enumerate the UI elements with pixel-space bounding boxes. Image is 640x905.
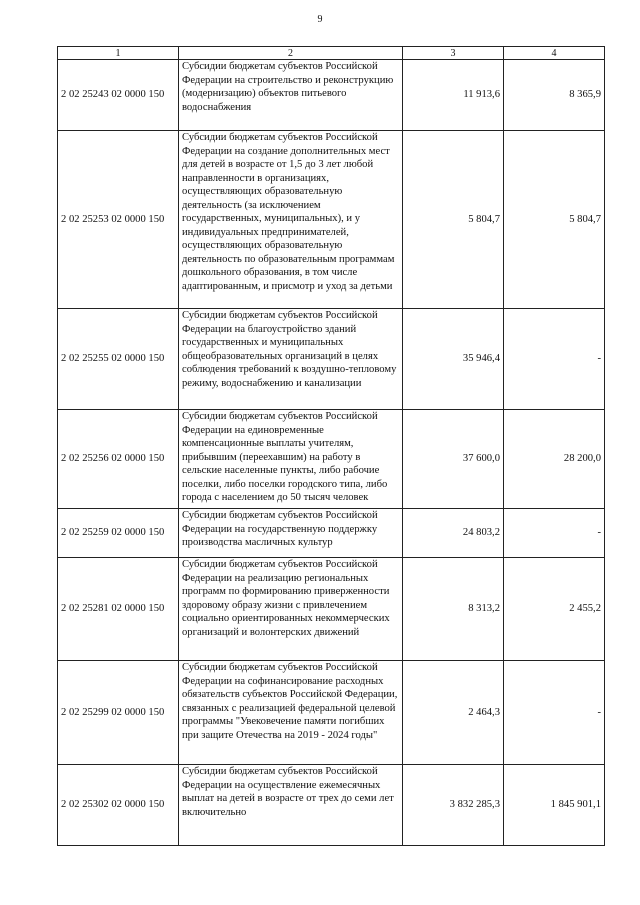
amount-col4-cell: - bbox=[504, 309, 605, 410]
column-header-4: 4 bbox=[504, 47, 605, 60]
description-cell: Субсидии бюджетам субъектов Российской Федерации на софинансирование расходных обязательств субъектов Российской Федерации, связанных с реализацией федеральной целевой программы "Увековечение памяти погибших при защите Отечества на 2019 - 2024 годы" bbox=[179, 661, 403, 765]
column-header-3: 3 bbox=[403, 47, 504, 60]
amount-col3-cell: 8 313,2 bbox=[403, 558, 504, 661]
description-cell: Субсидии бюджетам субъектов Российской Федерации на реализацию региональных программ по формированию приверженности здоровому образу жизни с привлечением социально ориентированных некоммерческих организаций и волонтерских движений bbox=[179, 558, 403, 661]
amount-col3-cell: 2 464,3 bbox=[403, 661, 504, 765]
amount-col3-cell: 11 913,6 bbox=[403, 60, 504, 131]
table-row bbox=[58, 509, 605, 558]
table-row bbox=[58, 765, 605, 846]
table-header-row bbox=[58, 47, 605, 60]
budget-code-cell: 2 02 25255 02 0000 150 bbox=[58, 309, 179, 410]
column-header-2: 2 bbox=[179, 47, 403, 60]
amount-col3-cell: 35 946,4 bbox=[403, 309, 504, 410]
table-row bbox=[58, 558, 605, 661]
table-row bbox=[58, 661, 605, 765]
description-cell: Субсидии бюджетам субъектов Российской Федерации на осуществление ежемесячных выплат на детей в возрасте от трех до семи лет включительно bbox=[179, 765, 403, 846]
description-cell: Субсидии бюджетам субъектов Российской Федерации на благоустройство зданий государственных и муниципальных общеобразовательных организаций в целях соблюдения требований к воздушно-тепловому режиму, водоснабжению и канализации bbox=[179, 309, 403, 410]
table-row bbox=[58, 60, 605, 131]
amount-col4-cell: 2 455,2 bbox=[504, 558, 605, 661]
amount-col4-cell: - bbox=[504, 661, 605, 765]
amount-col3-cell: 24 803,2 bbox=[403, 509, 504, 558]
amount-col3-cell: 5 804,7 bbox=[403, 131, 504, 309]
description-cell: Субсидии бюджетам субъектов Российской Федерации на единовременные компенсационные выплаты учителям, прибывшим (переехавшим) на работу в сельские населенные пункты, либо рабочие поселки, либо поселки городского типа, либо города с населением до 50 тысяч человек bbox=[179, 410, 403, 509]
description-cell: Субсидии бюджетам субъектов Российской Федерации на создание дополнительных мест для детей в возрасте от 1,5 до 3 лет любой направленности в организациях, осуществляющих образовательную деятельность (за исключением государственных, муниципальных), и у индивидуальных предпринимателей, осуществляющих образовательную деятельность по образовательным программам дошкольного образования, в том числе адаптированным, и присмотр и уход за детьми bbox=[179, 131, 403, 309]
budget-table bbox=[57, 46, 605, 846]
amount-col4-cell: - bbox=[504, 509, 605, 558]
budget-code-cell: 2 02 25299 02 0000 150 bbox=[58, 661, 179, 765]
budget-code-cell: 2 02 25302 02 0000 150 bbox=[58, 765, 179, 846]
budget-code-cell: 2 02 25243 02 0000 150 bbox=[58, 60, 179, 131]
description-cell: Субсидии бюджетам субъектов Российской Федерации на строительство и реконструкцию (модернизацию) объектов питьевого водоснабжения bbox=[179, 60, 403, 131]
amount-col4-cell: 1 845 901,1 bbox=[504, 765, 605, 846]
amount-col4-cell: 8 365,9 bbox=[504, 60, 605, 131]
table-row bbox=[58, 131, 605, 309]
budget-code-cell: 2 02 25256 02 0000 150 bbox=[58, 410, 179, 509]
amount-col3-cell: 37 600,0 bbox=[403, 410, 504, 509]
amount-col4-cell: 28 200,0 bbox=[504, 410, 605, 509]
table-row bbox=[58, 309, 605, 410]
table-row bbox=[58, 410, 605, 509]
column-header-1: 1 bbox=[58, 47, 179, 60]
amount-col4-cell: 5 804,7 bbox=[504, 131, 605, 309]
amount-col3-cell: 3 832 285,3 bbox=[403, 765, 504, 846]
page-number: 9 bbox=[317, 14, 323, 25]
budget-code-cell: 2 02 25253 02 0000 150 bbox=[58, 131, 179, 309]
budget-code-cell: 2 02 25281 02 0000 150 bbox=[58, 558, 179, 661]
budget-code-cell: 2 02 25259 02 0000 150 bbox=[58, 509, 179, 558]
description-cell: Субсидии бюджетам субъектов Российской Федерации на государственную поддержку производства масличных культур bbox=[179, 509, 403, 558]
